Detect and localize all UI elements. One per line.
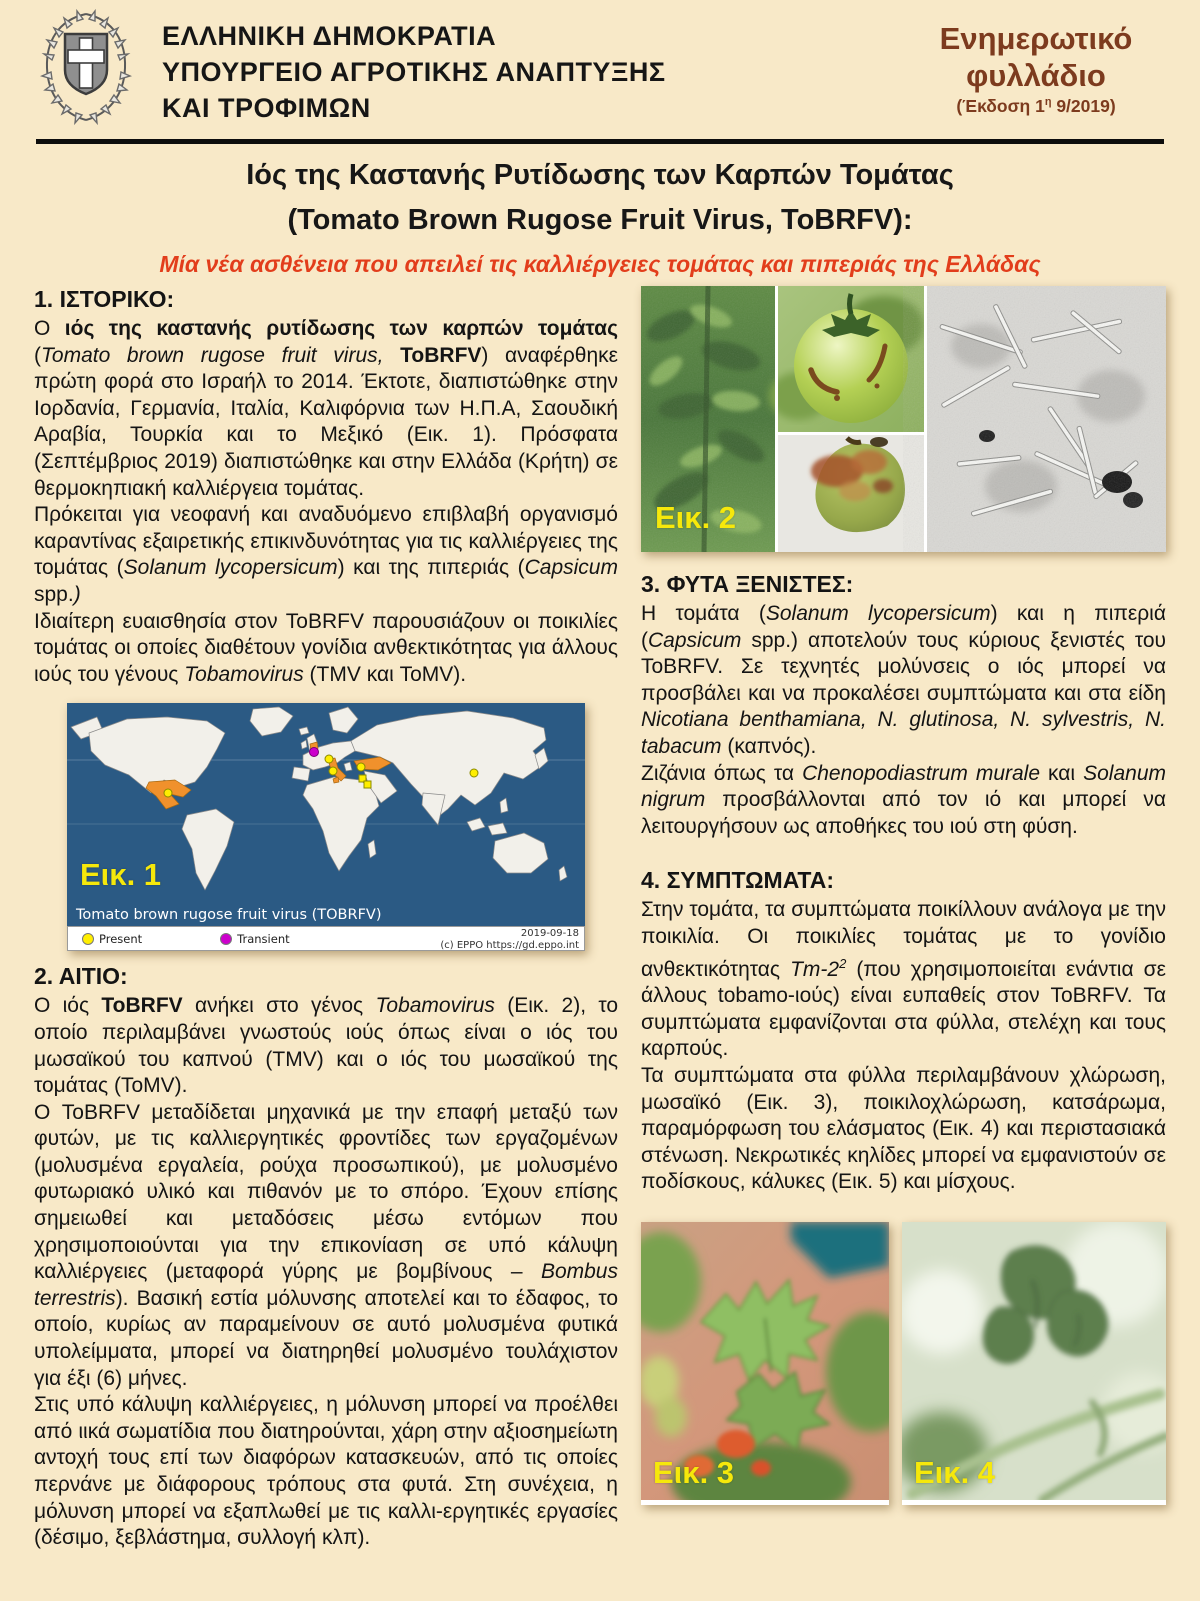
section-symptoms-heading: 4. ΣΥΜΠΤΩΜΑΤΑ: [641, 867, 835, 894]
left-column [34, 286, 618, 1552]
section-cause-heading: 2. ΑΙΤΙΟ: [34, 963, 128, 990]
hosts-paragraph-2: Ζιζάνια όπως τα Chenopodiastrum murale και Solanum nigrum προσβάλλονται από τον ιό και μπορεί να λειτουργήσουν ως αποθήκες του ιού στη φύση. [641, 761, 1166, 838]
history-paragraph-1: Ο ιός της καστανής ρυτίδωσης των καρπών τομάτας (Tomato brown rugose fruit virus, ToBRFV) αναφέρθηκε πρώτη φορά στο Ισραήλ το 2014. Έκτοτε, διαπιστώθηκε στην Ιορδανία, Γερμανία, Ιταλία, Καλιφόρνια των Η.Π.Α, Σαουδική Αραβία, Τουρκία και το Μεξικό (Εικ. 1). Πρόσφατα (Σεπτέμβριος 2019) διαπιστώθηκε και στην Ελλάδα (Κρήτη) σε θερμοκηπιακή καλλιέργεια τομάτας. [34, 317, 618, 500]
legend-present-label: Present [99, 931, 143, 946]
figure-2-label: Εικ. 2 [655, 500, 737, 535]
figure-2-virus-photos [641, 286, 1166, 552]
page-title-latin: (Tomato Brown Rugose Fruit Virus, ToBRFV): [287, 204, 913, 236]
ministry-line-3: ΚΑΙ ΤΡΟΦΙΜΩΝ [162, 93, 371, 123]
greek-coat-of-arms-icon [38, 8, 134, 126]
section-hosts-heading: 3. ΦΥΤΑ ΞΕΝΙΣΤΕΣ: [641, 571, 854, 597]
ministry-line-2: ΥΠΟΥΡΓΕΙΟ ΑΓΡΟΤΙΚΗΣ ΑΝΑΠΤΥΞΗΣ [162, 57, 666, 87]
legend-present [82, 932, 142, 946]
figure-4-label: Εικ. 4 [914, 1454, 996, 1490]
figure-1-label: Εικ. 1 [80, 857, 162, 893]
legend-transient-label: Transient [237, 931, 290, 946]
header-divider [36, 139, 1164, 144]
ministry-name [162, 18, 666, 126]
history-paragraph-3: Ιδιαίτερη ευαισθησία στον ToBRFV παρουσιάζουν οι ποικιλίες τομάτας οι οποίες διαθέτουν γονίδια ανθεκτικότητας για άλλους ιούς του γένους Tobamovirus (TMV και ToMV). [34, 609, 618, 686]
cause-paragraph-3: Στις υπό κάλυψη καλλιέργειες, η μόλυνση μπορεί να προέλθει από ιικά σωματίδια που διατηρούνται, χάρη στην αξιοσημείωτη αντοχή τους επί των διαφόρων κατασκευών, από τις οποίες περνάνε με διάφορους τρόπους στα φυτά. Στη συνέχεια, η μόλυνση μπορεί να εξαπλωθεί με τις καλλι-εργητικές εργασίες (δέσιμο, ξεβλάστημα, συλλογή κλπ). [34, 1393, 618, 1550]
symptoms-paragraph-2: Τα συμπτώματα στα φύλλα περιλαμβάνουν χλώρωση, μωσαϊκό (Εικ. 3), ποικιλοχλώρωση, κατσάρωμα, παραμόρφωση του ελάσματος (Εικ. 4) και περιστασιακά στένωση. Νεκρωτικές κηλίδες μπορεί να εμφανιστούν σε ποδίσκους, κάλυκες (Εικ. 5) και μίσχους. [641, 1063, 1166, 1194]
bulletin-title-line1: Ενημερωτικό [939, 21, 1133, 56]
page-title-greek: Ιός της Καστανής Ρυτίδωσης των Καρπών Τομάτας [246, 159, 954, 191]
header [36, 6, 1164, 134]
map-date: 2019-09-18 [520, 928, 579, 940]
cause-paragraph-2: Ο ToBRFV μεταδίδεται μηχανικά με την επαφή μεταξύ των φυτών, με τις καλλιεργητικές φροντίδες των εργαζομένων (μολυσμένα εργαλεία, ρούχα προσωπικού), με μολυσμένο φυτωριακό υλικό και πιθανόν με το σπόρο. Έχουν επίσης σημειωθεί και μεταδόσεις μέσω εντόμων που χρησιμοποιούνται για την επικονίαση σε υπό κάλυψη καλλιέργειες (μεταφορά γύρης με βομβίνους – Bombus terrestris). Βασική εστία μόλυνσης αποτελεί και το έδαφος, το οποίο, κυρίως αν παραμείνουν σε αυτό μολυσμένα φυτικά υπολείμματα, μπορεί να διατηρηθεί μολυσμένο τουλάχιστον για έξι (6) μήνες. [34, 1100, 618, 1390]
symptom-photos [641, 1222, 1166, 1505]
cause-paragraph-1: Ο ιός ToBRFV ανήκει στο γένος Tobamovirus (Εικ. 2), το οποίο περιλαμβάνει γνωστούς ιούς όπως είναι ο ιός του μωσαϊκού του καπνού (TMV) και ο ιός του μωσαϊκού της τομάτας (ToMV). [34, 994, 619, 1098]
hosts-paragraph-1: Η τομάτα (Solanum lycopersicum) και η πιπεριά (Capsicum spp.) αποτελούν τους κύριους ξενιστές του ToBRFV. Σε τεχνητές μολύνσεις ο ιός μπορεί να προσβάλει και να προκαλέσει συμπτώματα και στα είδη Nicotiana benthamiana, N. glutinosa, N. sylvestris, N. tabacum (καπνός). [641, 602, 1166, 758]
map-caption: Tomato brown rugose fruit virus (TOBRFV) [67, 905, 585, 926]
ministry-line-1: ΕΛΛΗΝΙΚΗ ΔΗΜΟΚΡΑΤΙΑ [162, 21, 497, 51]
transient-point [310, 748, 319, 757]
map-credit [440, 928, 579, 951]
page-subtitle: Μία νέα ασθένεια που απειλεί τις καλλιέργειες τομάτας και πιπεριάς της Ελλάδας [159, 251, 1041, 277]
legend-transient [220, 932, 289, 946]
right-column [641, 286, 1166, 1505]
bulletin-title-line2: φυλλάδιο [966, 58, 1106, 93]
bulletin-edition: (Έκδοση $1^\eta$ 9/2019) [956, 96, 1116, 116]
history-paragraph-2: Πρόκειται για νεοφανή και αναδυόμενο επιβλαβή οργανισμό καραντίνας εξαιρετικής επικινδυνότητας για τις καλλιέργειες της τομάτας (Solanum lycopersicum) και της πιπεριάς (Capsicum spp.) [34, 503, 618, 606]
bulletin-badge [910, 20, 1162, 117]
map-legend [67, 926, 585, 951]
section-history-heading: 1. ΙΣΤΟΡΙΚΟ: [34, 286, 175, 312]
map-copyright: (c) EPPO https://gd.eppo.int [440, 939, 579, 951]
figure-4-deformed-leaves [902, 1222, 1166, 1505]
transient-dot-icon [220, 933, 232, 945]
figure-1-distribution-map [67, 703, 585, 951]
present-dot-icon [82, 933, 94, 945]
title-block [0, 153, 1200, 278]
figure-3-mosaic-leaves [641, 1222, 889, 1505]
symptoms-paragraph-1: Στην τομάτα, τα συμπτώματα ποικίλλουν ανάλογα με την ποικιλία. Οι ποικιλίες τομάτας με το γονίδιο ανθεκτικότητας $Tm-2^2$ (που χρησιμοποιείται ενάντια σε άλλους tobamo-ιούς) είναι ευπαθείς στον ToBRFV. Τα συμπτώματα εμφανίζονται στα φύλλα, στελέχη και τους καρπούς. [641, 898, 1166, 1061]
figure-3-label: Εικ. 3 [653, 1454, 735, 1490]
